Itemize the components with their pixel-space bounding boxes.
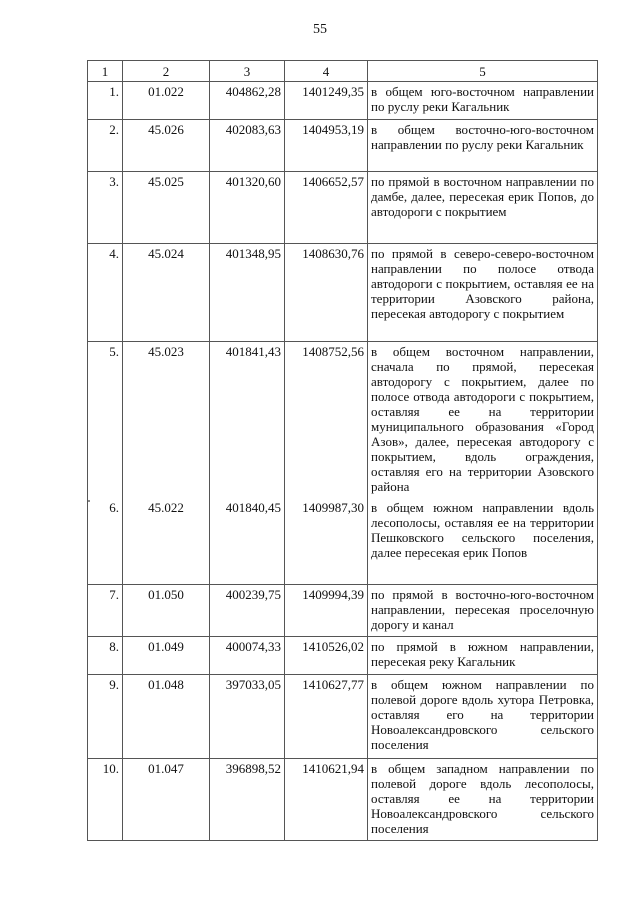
coord-y: 1401249,35 xyxy=(285,82,368,120)
coord-x: 401348,95 xyxy=(210,244,285,342)
direction-description: по прямой в южном направлении, пересекая реку Кагальник xyxy=(368,636,598,674)
point-id: 45.025 xyxy=(123,172,210,244)
coord-y: 1410621,94 xyxy=(285,758,368,840)
row-number: 5. xyxy=(88,342,123,499)
boundary-description-table xyxy=(87,60,598,841)
table-row xyxy=(88,172,598,244)
page-number: 55 xyxy=(313,22,327,37)
coord-y: 1408630,76 xyxy=(285,244,368,342)
direction-description: в общем южном направлении по полевой дороге вдоль хутора Петровка, оставляя его на территории Новоалександровского сельского поселения xyxy=(368,674,598,758)
coord-x: 400074,33 xyxy=(210,636,285,674)
direction-description: в общем южном направлении вдоль лесополосы, оставляя ее на территории Пешковского сельского поселения, далее пересекая ерик Попов xyxy=(368,498,598,584)
point-id: 01.022 xyxy=(123,82,210,120)
table-header-row xyxy=(88,61,598,82)
coord-x: 401841,43 xyxy=(210,342,285,499)
table-row xyxy=(88,498,598,584)
coord-x: 397033,05 xyxy=(210,674,285,758)
point-id: 01.047 xyxy=(123,758,210,840)
direction-description: в общем западном направлении по полевой дороге вдоль лесополосы, оставляя ее на территории Новоалександровского сельского поселения xyxy=(368,758,598,840)
header-col-4: 4 xyxy=(285,61,368,82)
coord-x: 396898,52 xyxy=(210,758,285,840)
header-col-3: 3 xyxy=(210,61,285,82)
coord-x: 404862,28 xyxy=(210,82,285,120)
point-id: 45.022 xyxy=(123,498,210,584)
row-number: 8. xyxy=(88,636,123,674)
coord-y: 1410526,02 xyxy=(285,636,368,674)
row-number: 10. xyxy=(88,758,123,840)
point-id: 01.049 xyxy=(123,636,210,674)
table-row xyxy=(88,584,598,636)
coord-y: 1404953,19 xyxy=(285,120,368,172)
table-row xyxy=(88,674,598,758)
direction-description: по прямой в восточном направлении по дамбе, далее, пересекая ерик Попов, до автодороги с покрытием xyxy=(368,172,598,244)
row-number: 9. xyxy=(88,674,123,758)
coord-y: 1406652,57 xyxy=(285,172,368,244)
point-id: 45.024 xyxy=(123,244,210,342)
coord-y: 1408752,56 xyxy=(285,342,368,499)
table-row xyxy=(88,244,598,342)
coord-x: 401840,45 xyxy=(210,498,285,584)
header-col-1: 1 xyxy=(88,61,123,82)
row-number: 1. xyxy=(88,82,123,120)
row-number: 6. xyxy=(88,498,123,584)
row-number: 2. xyxy=(88,120,123,172)
point-id: 45.023 xyxy=(123,342,210,499)
header-col-2: 2 xyxy=(123,61,210,82)
point-id: 01.050 xyxy=(123,584,210,636)
point-id: 45.026 xyxy=(123,120,210,172)
coord-x: 400239,75 xyxy=(210,584,285,636)
direction-description: в общем восточном направлении, сначала по прямой, пересекая автодорогу с покрытием, далее по полосе отвода автодороги с покрытием, оставляя ее на территории муниципального образования «Город Азов», далее, пересекая автодорогу с покрытием, вдоль ограждения, оставляя его на территории Азовского района xyxy=(368,342,598,499)
table-row xyxy=(88,758,598,840)
direction-description: в общем восточно-юго-восточном направлении по руслу реки Кагальник xyxy=(368,120,598,172)
table-row xyxy=(88,120,598,172)
coord-x: 402083,63 xyxy=(210,120,285,172)
table-row xyxy=(88,82,598,120)
direction-description: по прямой в северо-северо-восточном направлении по полосе отвода автодороги с покрытием, оставляя ее на территории Азовского района, пересекая автодорогу с покрытием xyxy=(368,244,598,342)
direction-description: в общем юго-восточном направлении по руслу реки Кагальник xyxy=(368,82,598,120)
header-col-5: 5 xyxy=(368,61,598,82)
table-row xyxy=(88,342,598,499)
coord-y: 1409994,39 xyxy=(285,584,368,636)
row-number: 3. xyxy=(88,172,123,244)
coord-y: 1409987,30 xyxy=(285,498,368,584)
row-number: 7. xyxy=(88,584,123,636)
table-row xyxy=(88,636,598,674)
point-id: 01.048 xyxy=(123,674,210,758)
direction-description: по прямой в восточно-юго-восточном направлении, пересекая проселочную дорогу и канал xyxy=(368,584,598,636)
coord-y: 1410627,77 xyxy=(285,674,368,758)
row-number: 4. xyxy=(88,244,123,342)
coord-x: 401320,60 xyxy=(210,172,285,244)
